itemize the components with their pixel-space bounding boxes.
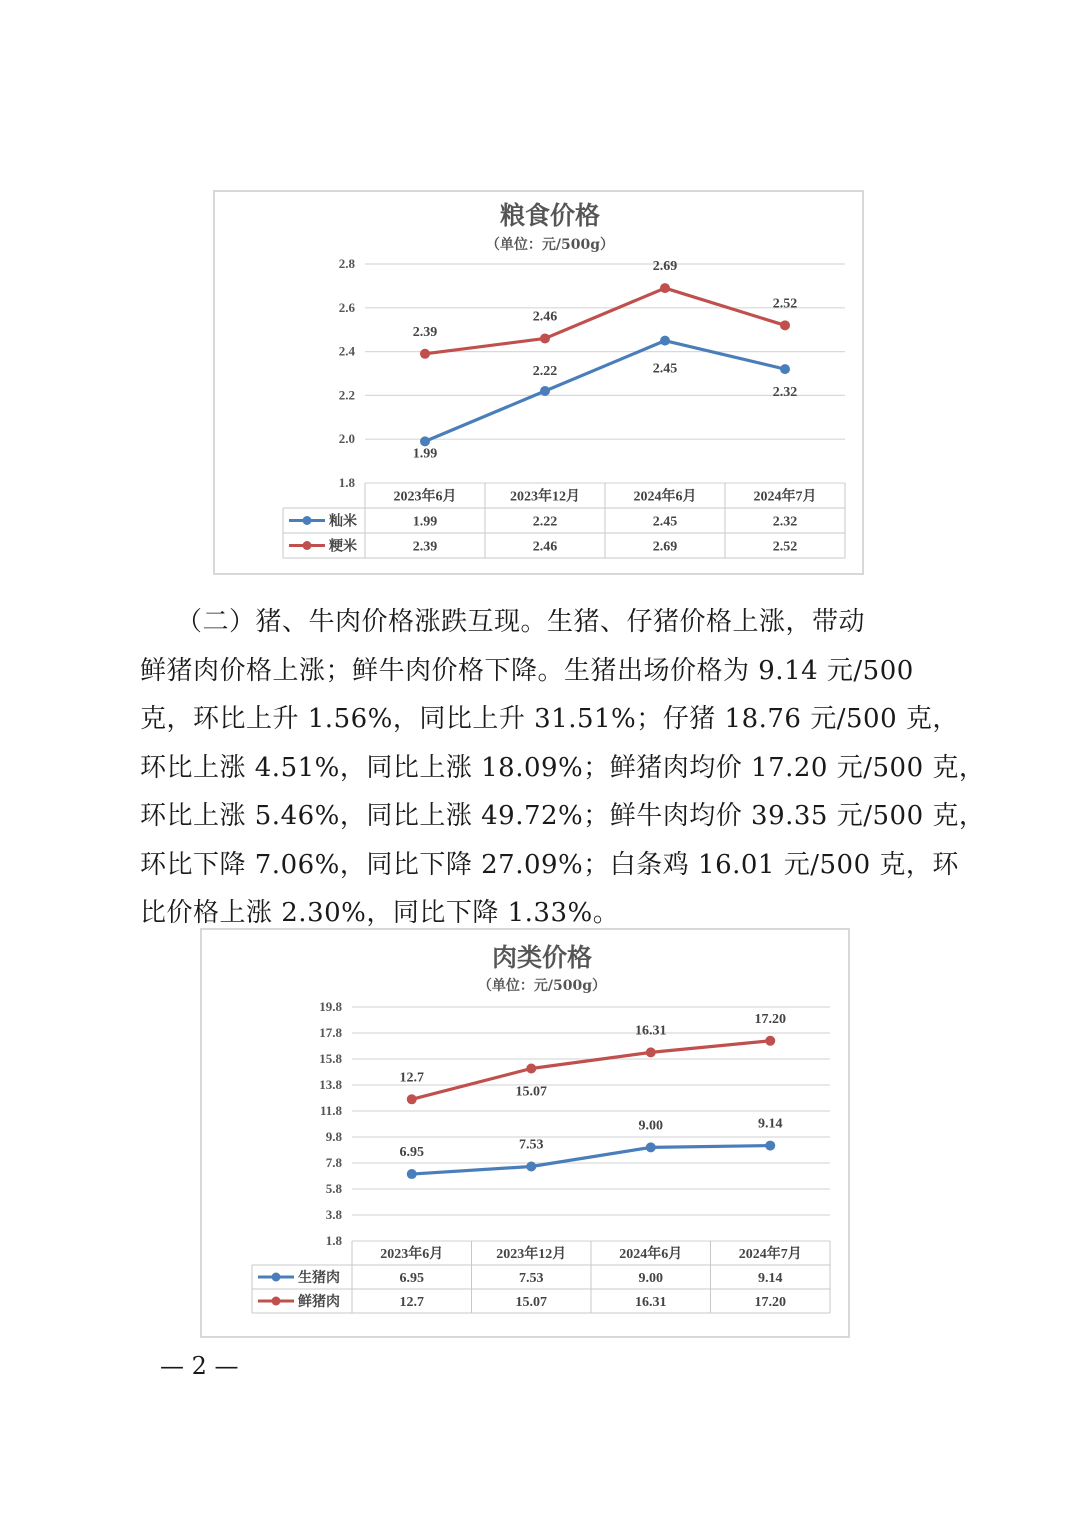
data-label: 2.22 bbox=[532, 364, 558, 380]
data-label: 2.52 bbox=[772, 296, 798, 312]
legend-marker bbox=[272, 1273, 281, 1282]
data-label: 2.32 bbox=[772, 385, 798, 401]
category-label: 2024年7月 bbox=[753, 489, 817, 505]
grain-price-chart-svg bbox=[215, 192, 862, 573]
legend-label: 生猪肉 bbox=[298, 1271, 340, 1286]
chart-unit-subtitle: （单位：元/500g） bbox=[477, 978, 607, 994]
meat-price-chart-svg bbox=[202, 930, 848, 1336]
table-value: 7.53 bbox=[519, 1271, 544, 1286]
data-point bbox=[407, 1169, 417, 1179]
y-tick-label: 19.8 bbox=[319, 999, 342, 1014]
data-label: 16.31 bbox=[635, 1023, 667, 1039]
table-value: 9.00 bbox=[638, 1271, 663, 1286]
table-value: 2.22 bbox=[532, 514, 558, 530]
data-point bbox=[646, 1047, 656, 1057]
paragraph-line: 鲜猪肉价格上涨；鲜牛肉价格下降。生猪出场价格为 9.14 元/500 bbox=[140, 655, 914, 686]
data-label: 15.07 bbox=[515, 1084, 547, 1100]
series-line bbox=[412, 1041, 771, 1100]
y-tick-label: 1.8 bbox=[338, 475, 355, 490]
grain-price-chart bbox=[213, 190, 864, 575]
y-tick-label: 2.2 bbox=[338, 387, 355, 403]
data-label: 7.53 bbox=[519, 1137, 544, 1153]
category-label: 2023年12月 bbox=[496, 1247, 567, 1262]
data-label: 17.20 bbox=[754, 1011, 786, 1027]
y-tick-label: 13.8 bbox=[319, 1077, 342, 1092]
y-tick-label: 5.8 bbox=[325, 1181, 342, 1196]
data-label: 12.7 bbox=[399, 1070, 424, 1086]
data-label: 9.00 bbox=[638, 1118, 663, 1134]
category-label: 2023年6月 bbox=[380, 1247, 444, 1262]
paragraph-line: 环比下降 7.06%，同比下降 27.09%；白条鸡 16.01 元/500 克，环 bbox=[140, 849, 959, 880]
y-tick-label: 2.8 bbox=[338, 256, 355, 271]
data-label: 1.99 bbox=[412, 446, 438, 462]
legend-label: 鲜猪肉 bbox=[298, 1295, 340, 1310]
table-value: 17.20 bbox=[754, 1295, 786, 1310]
data-label: 2.39 bbox=[412, 324, 438, 340]
y-tick-label: 2.4 bbox=[338, 343, 355, 359]
series-line bbox=[412, 1146, 771, 1174]
legend-marker bbox=[303, 541, 312, 550]
data-label: 9.14 bbox=[758, 1116, 783, 1132]
table-value: 1.99 bbox=[412, 514, 438, 530]
data-point bbox=[765, 1141, 775, 1151]
table-value: 2.32 bbox=[772, 514, 798, 530]
data-label: 6.95 bbox=[399, 1145, 424, 1161]
data-point bbox=[420, 349, 430, 359]
data-point bbox=[420, 436, 430, 446]
data-point bbox=[660, 283, 670, 293]
paragraph-line: 克，环比上升 1.56%，同比上升 31.51%；仔猪 18.76 元/500 克， bbox=[140, 704, 959, 734]
y-tick-label: 15.8 bbox=[319, 1051, 342, 1066]
table-value: 15.07 bbox=[515, 1295, 547, 1310]
data-point bbox=[540, 386, 550, 396]
table-value: 2.39 bbox=[412, 539, 438, 555]
chart-unit-subtitle: （单位：元/500g） bbox=[485, 237, 615, 253]
series-line bbox=[425, 288, 785, 354]
legend-marker bbox=[303, 516, 312, 525]
table-value: 2.45 bbox=[652, 514, 678, 530]
data-point bbox=[780, 320, 790, 330]
category-label: 2023年12月 bbox=[510, 489, 580, 505]
data-point bbox=[660, 336, 670, 346]
category-label: 2024年7月 bbox=[738, 1247, 802, 1262]
category-label: 2024年6月 bbox=[619, 1247, 683, 1262]
data-point bbox=[540, 333, 550, 343]
paragraph-line: 比价格上涨 2.30%，同比下降 1.33%。 bbox=[140, 898, 620, 928]
data-point bbox=[526, 1162, 536, 1172]
data-label: 2.45 bbox=[652, 361, 678, 377]
y-tick-label: 7.8 bbox=[325, 1155, 342, 1170]
table-value: 2.52 bbox=[772, 539, 798, 555]
y-tick-label: 3.8 bbox=[325, 1207, 342, 1222]
data-point bbox=[526, 1063, 536, 1073]
y-tick-label: 2.0 bbox=[338, 431, 355, 447]
y-tick-label: 17.8 bbox=[319, 1025, 342, 1040]
table-value: 9.14 bbox=[758, 1271, 783, 1286]
data-point bbox=[780, 364, 790, 374]
table-value: 16.31 bbox=[635, 1295, 667, 1310]
table-value: 2.69 bbox=[652, 539, 678, 555]
data-label: 2.69 bbox=[652, 259, 678, 275]
legend-marker bbox=[272, 1297, 281, 1306]
chart-title: 肉类价格 bbox=[491, 943, 593, 972]
y-tick-label: 11.8 bbox=[319, 1103, 342, 1118]
page-number: — 2 — bbox=[160, 1352, 239, 1380]
y-tick-label: 2.6 bbox=[338, 299, 355, 315]
meat-price-chart bbox=[200, 928, 850, 1338]
y-tick-label: 9.8 bbox=[325, 1129, 342, 1144]
paragraph-line: （二）猪、牛肉价格涨跌互现。生猪、仔猪价格上涨，带动 bbox=[176, 607, 866, 637]
paragraph-line: 环比上涨 5.46%，同比上涨 49.72%；鲜牛肉均价 39.35 元/500 克， bbox=[140, 801, 986, 831]
legend-label: 籼米 bbox=[329, 514, 357, 530]
data-point bbox=[765, 1036, 775, 1046]
data-point bbox=[646, 1142, 656, 1152]
data-label: 2.46 bbox=[532, 309, 558, 325]
y-tick-label: 1.8 bbox=[325, 1233, 342, 1248]
category-label: 2024年6月 bbox=[633, 489, 697, 505]
paragraph-pork-beef-prices bbox=[140, 598, 986, 938]
paragraph-line: 环比上涨 4.51%，同比上涨 18.09%；鲜猪肉均价 17.20 元/500 克， bbox=[140, 752, 986, 783]
table-value: 12.7 bbox=[399, 1295, 424, 1310]
chart-title: 粮食价格 bbox=[499, 201, 601, 230]
table-value: 2.46 bbox=[532, 539, 558, 555]
legend-label: 粳米 bbox=[329, 539, 357, 555]
data-point bbox=[407, 1094, 417, 1104]
category-label: 2023年6月 bbox=[393, 489, 457, 505]
series-line bbox=[425, 341, 785, 442]
table-value: 6.95 bbox=[399, 1271, 424, 1286]
